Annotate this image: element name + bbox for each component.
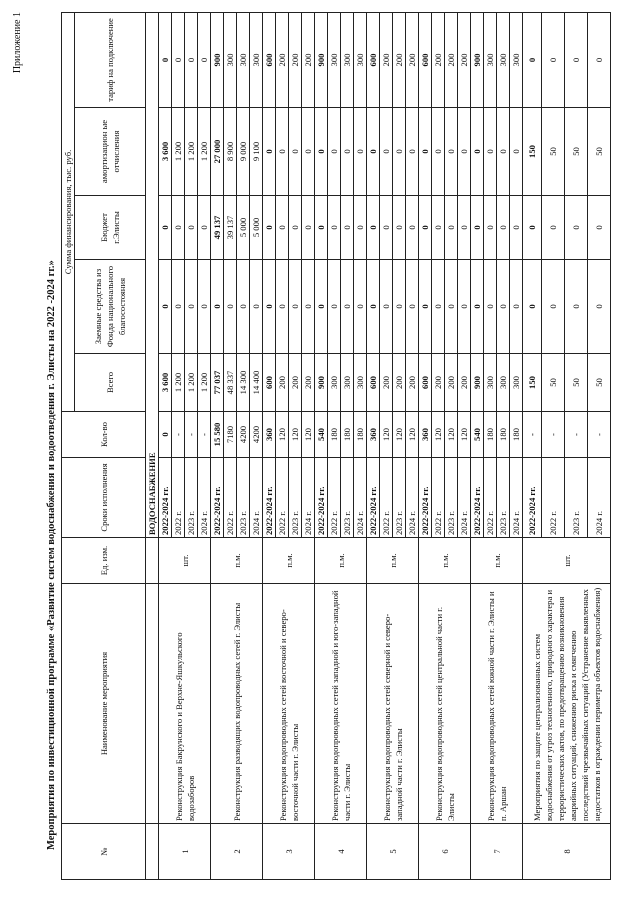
header-terms: Сроки исполнения [62, 458, 146, 538]
item-name: Мероприятия по защите централизованных систем водоснабжения от угроз техногенного, природного характера и террористических актов, по предотвращению возникновения аварийных ситуаций, снижению риска и смягчению последствий чрезвычайных ситуаций (Устранение выявленных недостатков в ограждении периметра объектов водоснабжения) [523, 584, 611, 824]
term-cell: 2024 г. [354, 458, 367, 538]
amortization-cell: 0 [432, 108, 445, 196]
term-cell: 2023 г. [445, 458, 458, 538]
tariff-cell: 0 [185, 12, 198, 107]
budget-cell: 49 137 [211, 196, 224, 260]
fund-cell: 0 [445, 260, 458, 354]
tariff-cell: 300 [237, 12, 250, 107]
amortization-cell: 0 [289, 108, 302, 196]
item-unit: п.м. [211, 538, 263, 584]
fund-cell: 0 [565, 260, 588, 354]
budget-cell: 0 [406, 196, 419, 260]
budget-cell: 0 [588, 196, 611, 260]
amortization-cell: 3 600 [159, 108, 172, 196]
budget-cell: 0 [497, 196, 510, 260]
term-cell: 2022-2024 гг. [471, 458, 484, 538]
amortization-cell: 50 [565, 108, 588, 196]
amortization-cell: 8 900 [224, 108, 237, 196]
item-unit: п.м. [315, 538, 367, 584]
tariff-cell: 300 [354, 12, 367, 107]
budget-cell: 0 [565, 196, 588, 260]
table-row [367, 12, 380, 879]
tariff-cell: 0 [588, 12, 611, 107]
total-cell: 50 [588, 354, 611, 412]
qty-cell: 4200 [237, 412, 250, 458]
amortization-cell: 0 [445, 108, 458, 196]
table-row [315, 12, 328, 879]
fund-cell: 0 [471, 260, 484, 354]
qty-cell: 180 [484, 412, 497, 458]
amortization-cell: 0 [367, 108, 380, 196]
amortization-cell: 27 000 [211, 108, 224, 196]
item-name: Реконструкция водопроводных сетей восточной и северо-восточной части г. Элисты [263, 584, 315, 824]
qty-cell: 180 [328, 412, 341, 458]
fund-cell: 0 [497, 260, 510, 354]
amortization-cell: 0 [354, 108, 367, 196]
tariff-cell: 200 [406, 12, 419, 107]
budget-cell: 0 [380, 196, 393, 260]
total-cell: 50 [565, 354, 588, 412]
fund-cell: 0 [542, 260, 565, 354]
term-cell: 2022-2024 гг. [159, 458, 172, 538]
item-name: Реконструкция водопроводных сетей северной и северо-западной части г. Элисты [367, 584, 419, 824]
budget-cell: 0 [289, 196, 302, 260]
total-cell: 200 [276, 354, 289, 412]
tariff-cell: 200 [276, 12, 289, 107]
tariff-cell: 300 [484, 12, 497, 107]
qty-cell: 180 [341, 412, 354, 458]
total-cell: 300 [484, 354, 497, 412]
total-cell: 600 [263, 354, 276, 412]
item-unit: п.м. [367, 538, 419, 584]
qty-cell: 180 [354, 412, 367, 458]
amortization-cell: 9 100 [250, 108, 263, 196]
total-cell: 150 [523, 354, 542, 412]
amortization-cell: 0 [315, 108, 328, 196]
fund-cell: 0 [419, 260, 432, 354]
fund-cell: 0 [458, 260, 471, 354]
fund-cell: 0 [484, 260, 497, 354]
total-cell: 1 200 [172, 354, 185, 412]
tariff-cell: 200 [380, 12, 393, 107]
fund-cell: 0 [432, 260, 445, 354]
total-cell: 200 [302, 354, 315, 412]
amortization-cell: 0 [419, 108, 432, 196]
qty-cell: 120 [393, 412, 406, 458]
item-name: Реконструкция Бакрунского и Верхне-Яшкульского водозаборов [159, 584, 211, 824]
qty-cell: - [172, 412, 185, 458]
qty-cell: 120 [445, 412, 458, 458]
amortization-cell: 0 [497, 108, 510, 196]
fund-cell: 0 [341, 260, 354, 354]
fund-cell: 0 [315, 260, 328, 354]
item-number: 7 [471, 824, 523, 880]
amortization-cell: 150 [523, 108, 542, 196]
header-fund: Заемные средства из Фонда национального благосостояния [75, 260, 146, 354]
total-cell: 200 [432, 354, 445, 412]
budget-cell: 0 [484, 196, 497, 260]
header-tariff: тариф на подключение [75, 12, 146, 107]
budget-cell: 0 [445, 196, 458, 260]
total-cell: 48 337 [224, 354, 237, 412]
total-cell: 900 [471, 354, 484, 412]
item-number: 2 [211, 824, 263, 880]
tariff-cell: 200 [432, 12, 445, 107]
amortization-cell: 1 200 [185, 108, 198, 196]
term-cell: 2022 г. [276, 458, 289, 538]
qty-cell: 120 [302, 412, 315, 458]
tariff-cell: 300 [341, 12, 354, 107]
qty-cell: - [523, 412, 542, 458]
term-cell: 2022-2024 гг. [367, 458, 380, 538]
total-cell: 300 [328, 354, 341, 412]
total-cell: 50 [542, 354, 565, 412]
total-cell: 200 [458, 354, 471, 412]
term-cell: 2022 г. [172, 458, 185, 538]
term-cell: 2024 г. [406, 458, 419, 538]
fund-cell: 0 [367, 260, 380, 354]
term-cell: 2023 г. [393, 458, 406, 538]
fund-cell: 0 [588, 260, 611, 354]
term-cell: 2022 г. [328, 458, 341, 538]
amortization-cell: 0 [393, 108, 406, 196]
amortization-cell: 0 [406, 108, 419, 196]
term-cell: 2022 г. [484, 458, 497, 538]
total-cell: 300 [341, 354, 354, 412]
term-cell: 2023 г. [289, 458, 302, 538]
amortization-cell: 1 200 [198, 108, 211, 196]
qty-cell: 0 [159, 412, 172, 458]
total-cell: 300 [510, 354, 523, 412]
tariff-cell: 300 [497, 12, 510, 107]
total-cell: 3 600 [159, 354, 172, 412]
fund-cell: 0 [289, 260, 302, 354]
total-cell: 600 [419, 354, 432, 412]
term-cell: 2022 г. [224, 458, 237, 538]
term-cell: 2022-2024 гг. [419, 458, 432, 538]
qty-cell: 360 [367, 412, 380, 458]
tariff-cell: 300 [224, 12, 237, 107]
tariff-cell: 200 [458, 12, 471, 107]
budget-cell: 5 000 [237, 196, 250, 260]
item-unit: п.м. [471, 538, 523, 584]
qty-cell: 360 [263, 412, 276, 458]
qty-cell: - [185, 412, 198, 458]
fund-cell: 0 [185, 260, 198, 354]
fund-cell: 0 [263, 260, 276, 354]
fund-cell: 0 [328, 260, 341, 354]
total-cell: 600 [367, 354, 380, 412]
amortization-cell: 0 [458, 108, 471, 196]
item-unit: шт. [159, 538, 211, 584]
table-row [471, 12, 484, 879]
total-cell: 14 300 [237, 354, 250, 412]
total-cell: 200 [445, 354, 458, 412]
term-cell: 2022-2024 гг. [523, 458, 542, 538]
fund-cell: 0 [198, 260, 211, 354]
budget-cell: 0 [198, 196, 211, 260]
fund-cell: 0 [523, 260, 542, 354]
amortization-cell: 0 [341, 108, 354, 196]
budget-cell: 0 [393, 196, 406, 260]
term-cell: 2022 г. [432, 458, 445, 538]
fund-cell: 0 [393, 260, 406, 354]
total-cell: 1 200 [185, 354, 198, 412]
amortization-cell: 0 [484, 108, 497, 196]
term-cell: 2022-2024 гг. [315, 458, 328, 538]
total-cell: 200 [406, 354, 419, 412]
item-name: Реконструкция водопроводных сетей южной части г. Элисты и п. Аршан [471, 584, 523, 824]
total-cell: 200 [289, 354, 302, 412]
document-title: Мероприятия по инвестиционной программе «Развитие систем водоснабжения и водоотведения г. Элисты на 2022 -2024 гг.» [46, 260, 57, 850]
item-name: Реконструкция водопроводных сетей центральной части г. Элисты [419, 584, 471, 824]
tariff-cell: 0 [159, 12, 172, 107]
amortization-cell: 0 [328, 108, 341, 196]
budget-cell: 0 [276, 196, 289, 260]
fund-cell: 0 [211, 260, 224, 354]
amortization-cell: 9 000 [237, 108, 250, 196]
budget-cell: 0 [354, 196, 367, 260]
fund-cell: 0 [406, 260, 419, 354]
fund-cell: 0 [276, 260, 289, 354]
header-amortization: амортизацион ые отчисления [75, 108, 146, 196]
fund-cell: 0 [302, 260, 315, 354]
tariff-cell: 200 [302, 12, 315, 107]
fund-cell: 0 [510, 260, 523, 354]
qty-cell: 180 [510, 412, 523, 458]
table-row [211, 12, 224, 879]
budget-cell: 0 [471, 196, 484, 260]
item-number: 1 [159, 824, 211, 880]
budget-cell: 5 000 [250, 196, 263, 260]
tariff-cell: 600 [263, 12, 276, 107]
item-name: Реконструкция водопроводных сетей западной и юго-западной части г. Элисты [315, 584, 367, 824]
total-cell: 200 [393, 354, 406, 412]
tariff-cell: 300 [328, 12, 341, 107]
header-budget: Бюджет г.Элисты [75, 196, 146, 260]
budget-cell: 0 [432, 196, 445, 260]
amortization-cell: 0 [380, 108, 393, 196]
term-cell: 2024 г. [302, 458, 315, 538]
qty-cell: 4200 [250, 412, 263, 458]
fund-cell: 0 [159, 260, 172, 354]
qty-cell: 540 [315, 412, 328, 458]
item-number: 6 [419, 824, 471, 880]
qty-cell: - [565, 412, 588, 458]
term-cell: 2023 г. [237, 458, 250, 538]
term-cell: 2023 г. [497, 458, 510, 538]
tariff-cell: 600 [419, 12, 432, 107]
qty-cell: - [198, 412, 211, 458]
item-number: 4 [315, 824, 367, 880]
amortization-cell: 0 [471, 108, 484, 196]
header-unit: Ед. изм. [62, 538, 146, 584]
qty-cell: 120 [276, 412, 289, 458]
tariff-cell: 600 [367, 12, 380, 107]
tariff-cell: 200 [289, 12, 302, 107]
tariff-cell: 300 [250, 12, 263, 107]
amortization-cell: 0 [276, 108, 289, 196]
item-number: 5 [367, 824, 419, 880]
amortization-cell: 50 [588, 108, 611, 196]
budget-cell: 0 [367, 196, 380, 260]
budget-cell: 0 [159, 196, 172, 260]
item-unit: п.м. [419, 538, 471, 584]
qty-cell: 180 [497, 412, 510, 458]
tariff-cell: 200 [393, 12, 406, 107]
total-cell: 1 200 [198, 354, 211, 412]
amortization-cell: 0 [263, 108, 276, 196]
term-cell: 2024 г. [198, 458, 211, 538]
fund-cell: 0 [380, 260, 393, 354]
qty-cell: 360 [419, 412, 432, 458]
tariff-cell: 0 [565, 12, 588, 107]
term-cell: 2024 г. [250, 458, 263, 538]
term-cell: 2023 г. [341, 458, 354, 538]
amortization-cell: 0 [510, 108, 523, 196]
tariff-cell: 900 [211, 12, 224, 107]
term-cell: 2022-2024 гг. [211, 458, 224, 538]
budget-cell: 0 [328, 196, 341, 260]
total-cell: 77 037 [211, 354, 224, 412]
budget-cell: 0 [419, 196, 432, 260]
item-name: Реконструкция разводящих водопроводных сетей г. Элисты [211, 584, 263, 824]
term-cell: 2022-2024 гг. [263, 458, 276, 538]
table-row [159, 12, 172, 879]
term-cell: 2023 г. [565, 458, 588, 538]
qty-cell: 120 [406, 412, 419, 458]
investment-table [61, 12, 611, 880]
total-cell: 200 [380, 354, 393, 412]
qty-cell: 540 [471, 412, 484, 458]
total-cell: 14 400 [250, 354, 263, 412]
term-cell: 2024 г. [510, 458, 523, 538]
budget-cell: 0 [263, 196, 276, 260]
budget-cell: 0 [315, 196, 328, 260]
budget-cell: 0 [185, 196, 198, 260]
qty-cell: 7180 [224, 412, 237, 458]
tariff-cell: 0 [523, 12, 542, 107]
budget-cell: 0 [523, 196, 542, 260]
fund-cell: 0 [354, 260, 367, 354]
qty-cell: 15 580 [211, 412, 224, 458]
budget-cell: 39 137 [224, 196, 237, 260]
amortization-cell: 0 [302, 108, 315, 196]
term-cell: 2023 г. [185, 458, 198, 538]
header-total: Всего [75, 354, 146, 412]
term-cell: 2022 г. [380, 458, 393, 538]
table-row [263, 12, 276, 879]
amortization-cell: 50 [542, 108, 565, 196]
tariff-cell: 900 [471, 12, 484, 107]
qty-cell: 120 [380, 412, 393, 458]
tariff-cell: 0 [198, 12, 211, 107]
amortization-cell: 1 200 [172, 108, 185, 196]
budget-cell: 0 [510, 196, 523, 260]
item-number: 8 [523, 824, 611, 880]
item-number: 3 [263, 824, 315, 880]
budget-cell: 0 [542, 196, 565, 260]
qty-cell: - [588, 412, 611, 458]
qty-cell: 120 [432, 412, 445, 458]
term-cell: 2022 г. [542, 458, 565, 538]
tariff-cell: 0 [542, 12, 565, 107]
qty-cell: 120 [458, 412, 471, 458]
header-name: Наименование мероприятия [62, 584, 146, 824]
fund-cell: 0 [224, 260, 237, 354]
item-unit: п.м. [263, 538, 315, 584]
section-title: ВОДОСНАБЖЕНИЕ [146, 12, 159, 537]
budget-cell: 0 [458, 196, 471, 260]
budget-cell: 0 [302, 196, 315, 260]
fund-cell: 0 [172, 260, 185, 354]
qty-cell: 120 [289, 412, 302, 458]
header-financing-group: Сумма финансирования, тыс. руб. [62, 12, 75, 411]
budget-cell: 0 [341, 196, 354, 260]
qty-cell: - [542, 412, 565, 458]
table-row [523, 12, 542, 879]
header-no: № [62, 824, 146, 880]
fund-cell: 0 [237, 260, 250, 354]
tariff-cell: 200 [445, 12, 458, 107]
table-row [419, 12, 432, 879]
tariff-cell: 900 [315, 12, 328, 107]
header-qty: Кол-во [62, 412, 146, 458]
tariff-cell: 300 [510, 12, 523, 107]
total-cell: 900 [315, 354, 328, 412]
term-cell: 2024 г. [588, 458, 611, 538]
annex-label: Приложение 1 [12, 12, 23, 74]
total-cell: 300 [497, 354, 510, 412]
tariff-cell: 0 [172, 12, 185, 107]
total-cell: 300 [354, 354, 367, 412]
budget-cell: 0 [172, 196, 185, 260]
term-cell: 2024 г. [458, 458, 471, 538]
fund-cell: 0 [250, 260, 263, 354]
item-unit: шт. [523, 538, 611, 584]
